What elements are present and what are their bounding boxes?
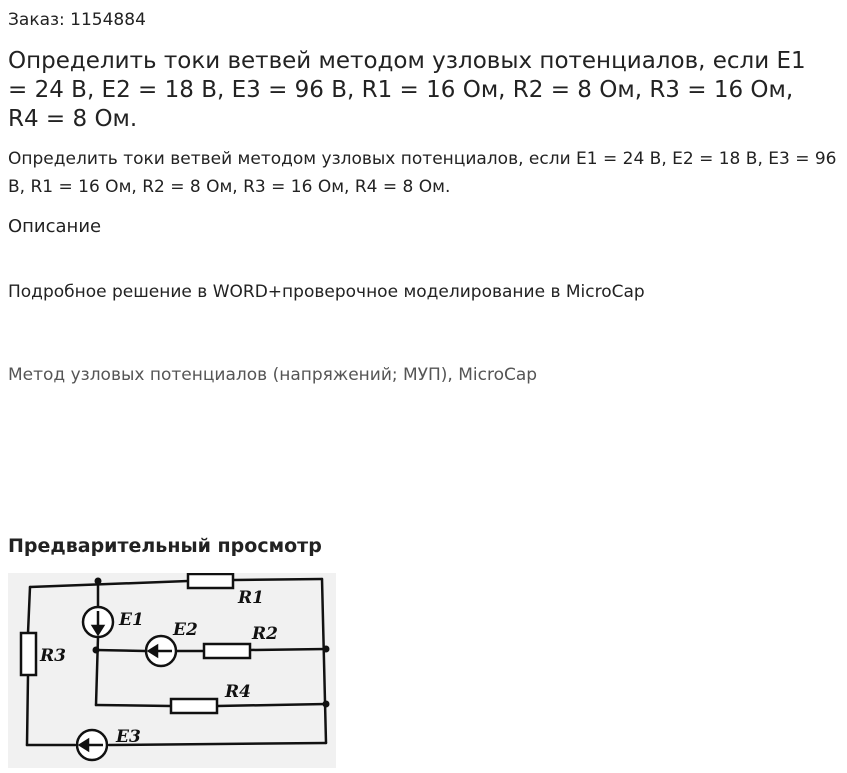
- label-r4: R4: [225, 682, 251, 702]
- wire-low-right: [217, 704, 326, 706]
- resistor-r2: [204, 644, 250, 658]
- tags-text: Метод узловых потенциалов (напряжений; МУП), MicroCap: [8, 365, 538, 385]
- task-title: Определить токи ветвей методом узловых потенциалов, если E1 = 24 В, E2 = 18 В, E3 = 96 В, R1 = 16 Ом, R2 = 8 Ом, R3 = 16 Ом, R4 = 8 Ом.: [8, 48, 806, 132]
- description-heading: Описание: [8, 216, 102, 237]
- wire-bottom-right: [109, 743, 326, 745]
- wire-top-right: [234, 579, 322, 580]
- wire-mid-left: [96, 650, 145, 651]
- circuit-diagram: [8, 573, 336, 768]
- preview-heading: Предварительный просмотр: [8, 535, 322, 557]
- node-low-right: [323, 701, 330, 708]
- wire-mid-right: [250, 649, 326, 650]
- resistor-r1: [188, 574, 233, 588]
- resistor-r4: [171, 699, 217, 713]
- label-r2: R2: [252, 624, 278, 644]
- label-r1: R1: [238, 588, 264, 608]
- label-e2: E2: [173, 620, 198, 640]
- wire-left-lower: [27, 675, 28, 745]
- wire-left-upper: [28, 587, 30, 633]
- circuit-preview-image: [8, 573, 336, 768]
- task-description: Определить токи ветвей методом узловых потенциалов, если E1 = 24 В, E2 = 18 В, E3 = 96 В, R1 = 16 Ом, R2 = 8 Ом, R3 = 16 Ом, R4 = 8 Ом.: [8, 149, 837, 197]
- label-e3: E3: [116, 727, 141, 747]
- order-number: Заказ: 1154884: [8, 10, 146, 30]
- wire-top-left: [30, 581, 188, 587]
- node-top: [95, 578, 102, 585]
- node-mid-right: [323, 646, 330, 653]
- resistor-r3: [21, 633, 36, 675]
- node-mid-left: [93, 647, 100, 654]
- wire-right: [322, 579, 326, 743]
- wire-low-left: [96, 705, 171, 706]
- label-e1: E1: [119, 610, 144, 630]
- description-body: Подробное решение в WORD+проверочное моделирование в MicroCap: [8, 282, 645, 302]
- label-r3: R3: [40, 646, 66, 666]
